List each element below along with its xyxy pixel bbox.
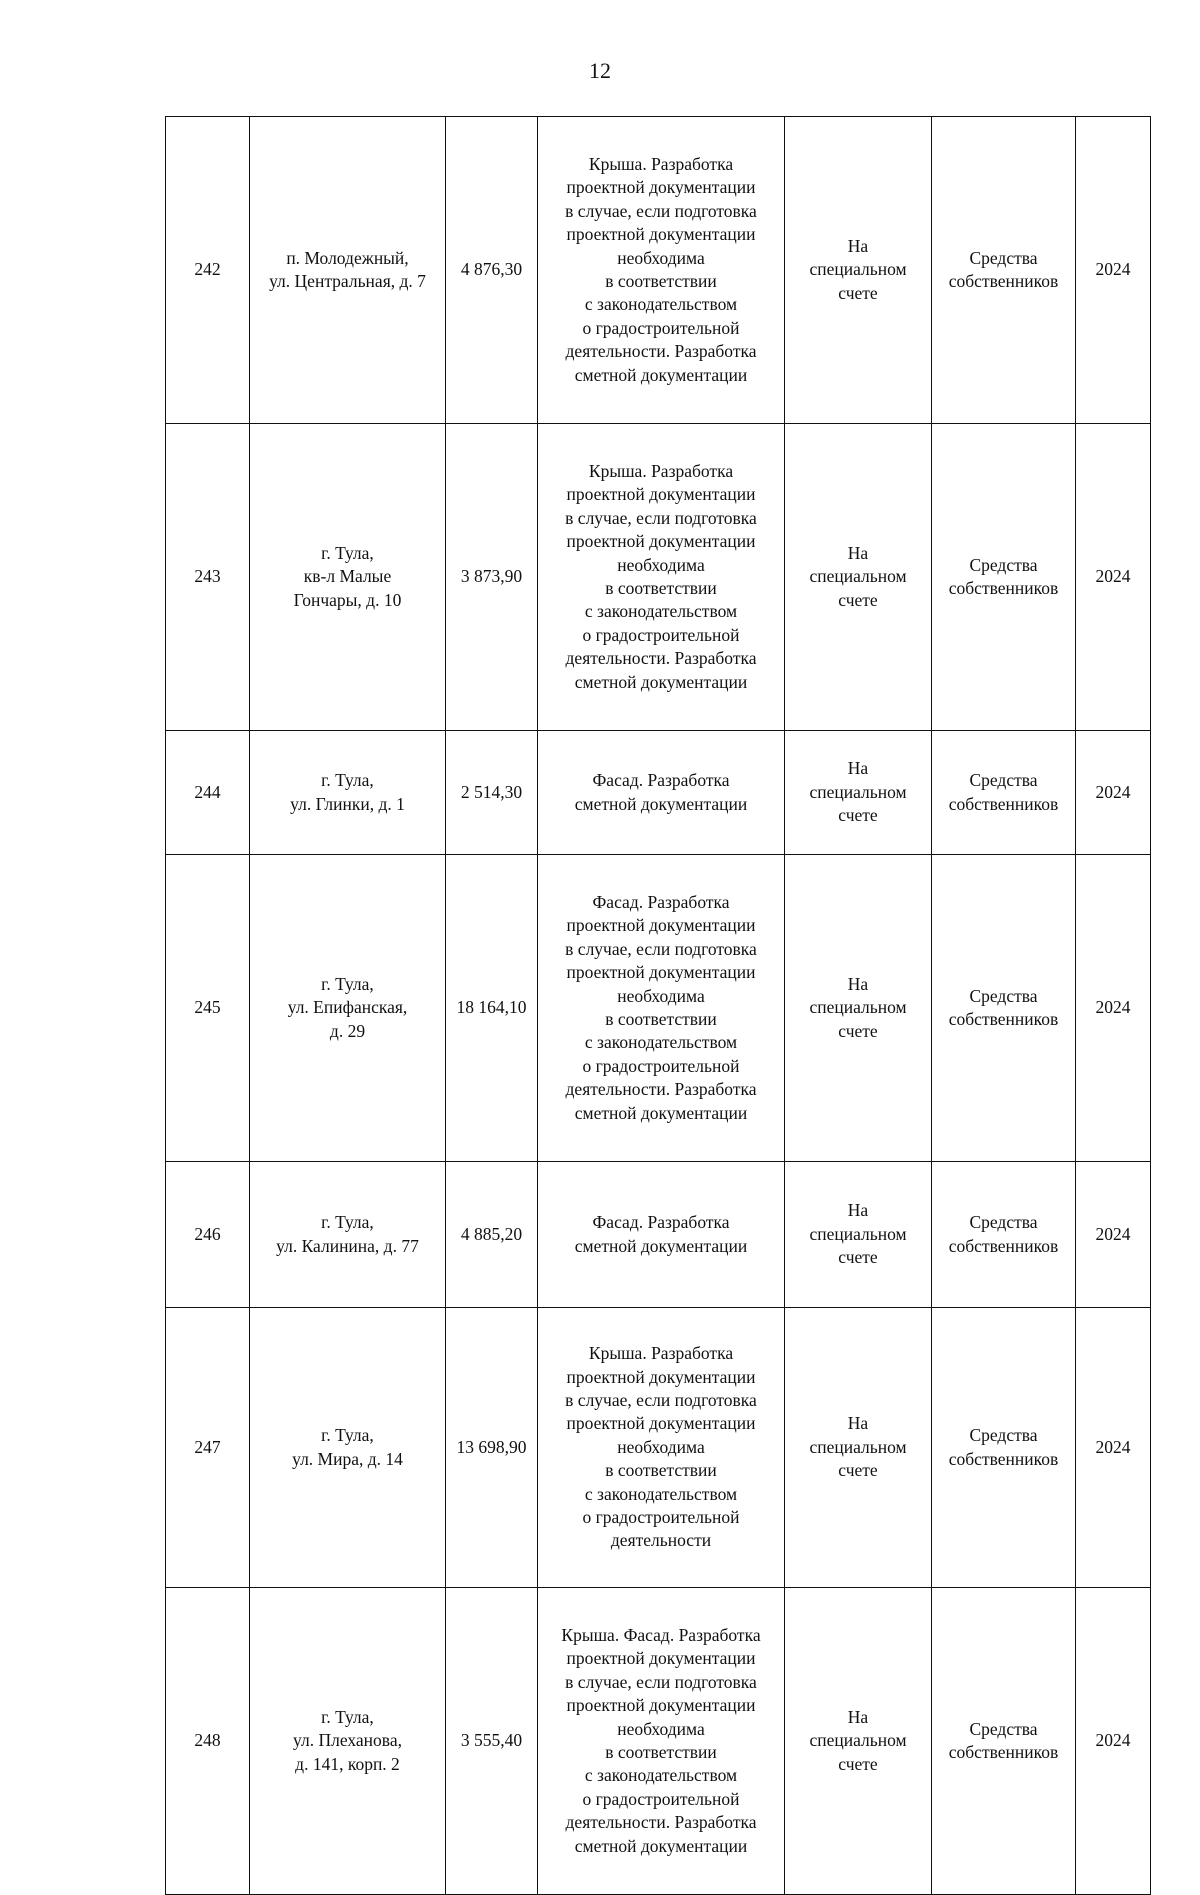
works-line: сметной документации [574,671,748,692]
works-line: проектной документации [566,177,756,198]
address-line: д. 141, корп. 2 [295,1753,400,1774]
row-number: 244 [194,781,221,802]
account-line: специальном [809,1436,907,1457]
address-cell [250,424,446,731]
table-row [166,1308,1151,1588]
address-line: г. Тула, [321,973,374,994]
account-line: На [847,1413,869,1434]
works-line: о градостроительной [582,1788,740,1809]
works-line: проектной документации [566,531,756,552]
works-line: с законодательством [584,1032,738,1053]
works-line: Фасад. Разработка [592,1212,730,1233]
funding-line: собственников [948,1448,1059,1469]
table-row [166,1162,1151,1308]
area-cell [446,731,538,855]
row-number: 242 [194,259,221,280]
funding-line: собственников [948,1009,1059,1029]
funding-line: собственников [948,271,1059,291]
works-line: Крыша. Разработка [588,460,734,481]
funding-line: Средства [969,554,1038,575]
year-value: 2024 [1095,997,1131,1018]
works-line: необходима [617,1718,705,1739]
works-line: о градостроительной [582,1507,740,1528]
works-cell [538,855,785,1162]
works-line: Крыша. Разработка [588,1343,734,1364]
address-cell [250,1162,446,1308]
year-value: 2024 [1095,259,1131,280]
funding-cell [932,731,1076,855]
area-value: 13 698,90 [456,1436,527,1457]
works-line: с законодательством [584,1483,738,1504]
funding-line: Средства [969,1212,1038,1233]
account-line: специальном [809,781,907,802]
address-line: Гончары, д. 10 [293,589,402,610]
area-value: 2 514,30 [460,781,523,802]
table-row [166,1588,1151,1895]
row-number-cell [166,731,250,855]
works-line: Фасад. Разработка [592,891,730,912]
account-line: счете [838,1020,878,1041]
funding-cell [932,855,1076,1162]
works-line: сметной документации [574,793,748,814]
funding-line: собственников [948,1235,1059,1256]
account-line: счете [838,1753,878,1774]
works-line: в случае, если подготовка [565,507,757,528]
works-line: проектной документации [566,1413,756,1434]
year-cell [1076,1162,1151,1308]
account-line: На [847,1200,869,1221]
works-line: деятельности. Разработка [565,1812,757,1833]
works-table [165,116,1151,1895]
year-cell [1076,117,1151,424]
table-row [166,855,1151,1162]
address-line: г. Тула, [321,770,374,791]
area-value: 4 885,20 [460,1223,523,1244]
works-cell [538,1308,785,1588]
works-line: с законодательством [584,1765,738,1786]
address-line: ул. Епифанская, [287,997,408,1018]
area-cell [446,1588,538,1895]
works-line: в случае, если подготовка [565,1389,757,1410]
address-line: ул. Плеханова, [293,1730,402,1751]
account-line: специальном [809,1730,907,1751]
works-line: необходима [617,1436,705,1457]
works-line: в случае, если подготовка [565,200,757,221]
area-value: 18 164,10 [456,997,527,1018]
works-line: о градостроительной [582,1055,740,1076]
works-line: Крыша. Разработка [588,153,734,174]
funding-line: Средства [969,985,1038,1006]
address-cell [250,1308,446,1588]
works-line: Фасад. Разработка [592,770,730,791]
year-value: 2024 [1095,1730,1131,1751]
account-cell [785,1308,932,1588]
works-line: необходима [617,985,705,1006]
address-line: кв-л Малые [303,566,392,587]
account-cell [785,731,932,855]
works-cell [538,731,785,855]
works-line: проектной документации [566,1366,756,1387]
year-cell [1076,855,1151,1162]
funding-cell [932,117,1076,424]
address-line: ул. Мира, д. 14 [292,1448,403,1469]
year-cell [1076,1588,1151,1895]
year-value: 2024 [1095,1223,1131,1244]
row-number: 246 [194,1223,221,1244]
works-line: о градостроительной [582,317,740,338]
address-line: ул. Калинина, д. 77 [276,1235,419,1256]
works-line: проектной документации [566,484,756,505]
table-row [166,731,1151,855]
year-cell [1076,731,1151,855]
area-cell [446,855,538,1162]
row-number-cell [166,117,250,424]
works-line: необходима [617,247,705,268]
row-number: 243 [194,566,221,587]
works-line: необходима [617,554,705,575]
funding-line: Средства [969,770,1038,791]
works-line: сметной документации [574,1235,748,1256]
address-line: г. Тула, [321,542,374,563]
area-cell [446,1162,538,1308]
account-line: На [847,542,869,563]
works-line: проектной документации [566,962,756,983]
works-line: с законодательством [584,601,738,622]
year-cell [1076,1308,1151,1588]
account-cell [785,424,932,731]
works-line: в случае, если подготовка [565,1671,757,1692]
account-cell [785,855,932,1162]
funding-cell [932,424,1076,731]
address-line: г. Тула, [321,1212,374,1233]
account-line: счете [838,589,878,610]
works-line: в соответствии [605,1009,717,1029]
year-value: 2024 [1095,1436,1131,1457]
funding-line: Средства [969,1718,1038,1739]
funding-line: Средства [969,247,1038,268]
works-line: в соответствии [605,578,717,598]
account-line: специальном [809,1223,907,1244]
row-number: 245 [194,997,221,1018]
funding-line: собственников [948,578,1059,598]
address-cell [250,117,446,424]
account-line: счете [838,805,878,826]
account-line: счете [838,1247,878,1268]
works-line: в соответствии [605,1742,717,1762]
funding-cell [932,1588,1076,1895]
works-cell [538,424,785,731]
works-line: в случае, если подготовка [565,938,757,959]
works-line: сметной документации [574,364,748,385]
account-cell [785,117,932,424]
works-line: проектной документации [566,224,756,245]
row-number-cell [166,1308,250,1588]
year-cell [1076,424,1151,731]
area-value: 4 876,30 [460,259,523,280]
account-line: специальном [809,566,907,587]
year-value: 2024 [1095,566,1131,587]
table-row [166,117,1151,424]
account-line: На [847,758,869,779]
area-value: 3 555,40 [460,1730,523,1751]
row-number: 248 [194,1730,221,1751]
works-line: деятельности. Разработка [565,1079,757,1100]
account-cell [785,1588,932,1895]
funding-line: собственников [948,1742,1059,1762]
works-line: сметной документации [574,1102,748,1123]
account-cell [785,1162,932,1308]
works-line: деятельности. Разработка [565,341,757,362]
account-line: счете [838,1460,878,1481]
funding-cell [932,1308,1076,1588]
page-number: 12 [589,58,611,83]
area-cell [446,117,538,424]
works-cell [538,1588,785,1895]
account-line: специальном [809,997,907,1018]
year-value: 2024 [1095,781,1131,802]
funding-cell [932,1162,1076,1308]
works-line: проектной документации [566,1695,756,1716]
account-line: На [847,973,869,994]
address-cell [250,855,446,1162]
funding-line: собственников [948,793,1059,814]
works-line: сметной документации [574,1835,748,1856]
works-line: с законодательством [584,294,738,315]
works-line: деятельности [610,1530,712,1551]
address-line: ул. Глинки, д. 1 [290,793,405,814]
address-line: п. Молодежный, [286,247,409,268]
area-value: 3 873,90 [460,566,523,587]
account-line: специальном [809,259,907,280]
address-line: г. Тула, [321,1425,374,1446]
address-line: г. Тула, [321,1706,374,1727]
works-cell [538,1162,785,1308]
works-line: в соответствии [605,271,717,291]
works-line: о градостроительной [582,624,740,645]
works-line: проектной документации [566,915,756,936]
address-line: ул. Центральная, д. 7 [269,271,426,291]
works-line: Крыша. Фасад. Разработка [561,1624,761,1645]
works-line: в соответствии [605,1460,717,1481]
address-cell [250,1588,446,1895]
area-cell [446,1308,538,1588]
row-number-cell [166,855,250,1162]
table-row [166,424,1151,731]
funding-line: Средства [969,1425,1038,1446]
row-number-cell [166,1162,250,1308]
account-line: На [847,235,869,256]
row-number-cell [166,424,250,731]
table-body [166,117,1151,1895]
row-number: 247 [194,1436,221,1457]
account-line: счете [838,282,878,303]
row-number-cell [166,1588,250,1895]
account-line: На [847,1706,869,1727]
address-line: д. 29 [329,1020,366,1041]
works-line: проектной документации [566,1648,756,1669]
works-line: деятельности. Разработка [565,648,757,669]
works-cell [538,117,785,424]
address-cell [250,731,446,855]
area-cell [446,424,538,731]
